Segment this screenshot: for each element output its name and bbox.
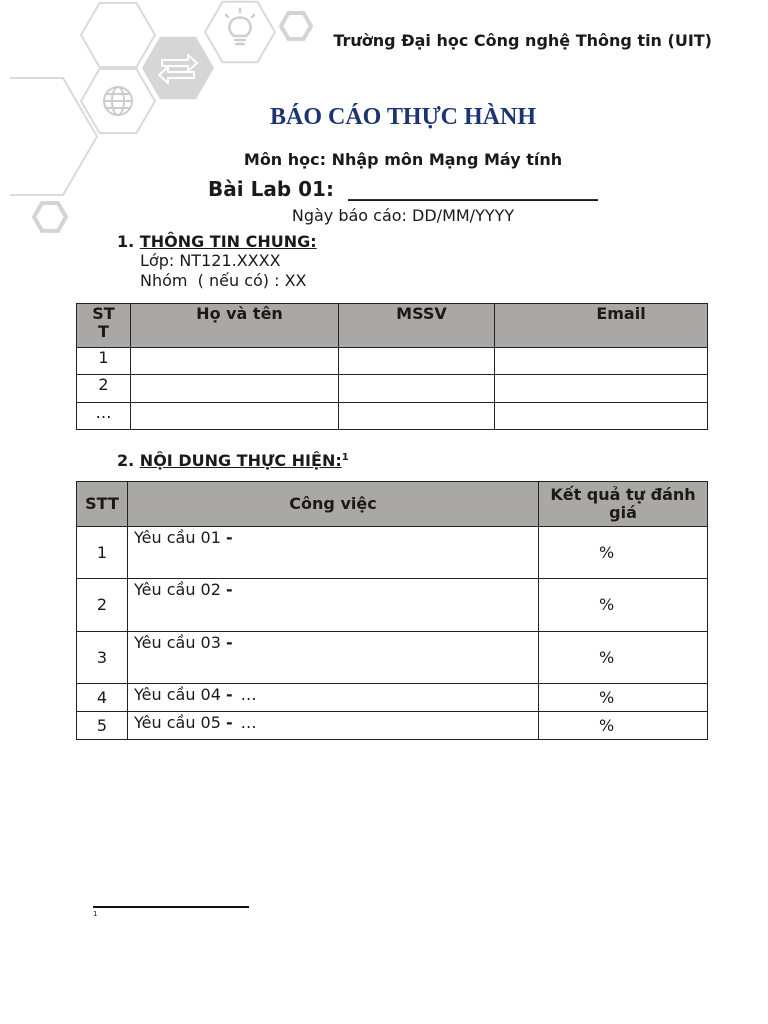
members-table — [76, 303, 708, 430]
table-row — [77, 579, 708, 632]
cell-stt: 5 — [77, 712, 128, 740]
task-ellipsis: … — [240, 713, 257, 732]
table-header-row — [77, 304, 708, 348]
hexagon-filled — [142, 37, 214, 99]
hexagon-small — [34, 203, 66, 231]
footnote-mark: 1 — [93, 910, 98, 918]
cell-name — [131, 403, 339, 430]
task-label: Yêu cầu 02 — [134, 580, 221, 599]
group-line: Nhóm ( nếu có) : XX — [140, 271, 307, 290]
cell-email — [495, 348, 708, 375]
table-header-row — [77, 482, 708, 527]
section-title: THÔNG TIN CHUNG: — [139, 232, 317, 251]
footnote-reference: 1 — [341, 452, 349, 463]
cell-mssv — [339, 403, 495, 430]
cell-result: % — [539, 632, 708, 684]
cell-stt: 1 — [77, 348, 131, 375]
task-label: Yêu cầu 05 — [134, 713, 221, 732]
cell-result: % — [539, 712, 708, 740]
cell-stt: … — [77, 403, 131, 430]
hexagon-small — [281, 13, 311, 39]
tasks-table — [76, 481, 708, 740]
cell-mssv — [339, 375, 495, 403]
task-dash: - — [226, 528, 233, 547]
lab-line — [96, 177, 710, 201]
cell-name — [131, 348, 339, 375]
task-label: Yêu cầu 03 — [134, 633, 221, 652]
section-number: 1. — [117, 232, 135, 251]
section-heading-tasks — [117, 451, 349, 471]
hexagon-outline — [81, 3, 155, 67]
subject-line: Môn học: Nhập môn Mạng Máy tính — [243, 150, 563, 169]
cell-email — [495, 403, 708, 430]
cell-result: % — [539, 527, 708, 579]
footnote-separator — [93, 906, 249, 908]
cell-task — [128, 712, 539, 740]
cell-email — [495, 375, 708, 403]
header-result: Kết quả tự đánh giá — [539, 482, 708, 527]
task-dash: - — [226, 633, 233, 652]
cell-task — [128, 632, 539, 684]
cell-task — [128, 527, 539, 579]
report-date: Ngày báo cáo: DD/MM/YYYY — [291, 206, 515, 225]
table-row — [77, 527, 708, 579]
cell-result: % — [539, 579, 708, 632]
cell-stt: 2 — [77, 579, 128, 632]
header-task: Công việc — [128, 482, 539, 527]
cell-task — [128, 684, 539, 712]
table-row — [77, 348, 708, 375]
table-row — [77, 375, 708, 403]
table-row — [77, 712, 708, 740]
class-line: Lớp: NT121.XXXX — [140, 251, 281, 270]
table-row — [77, 403, 708, 430]
section-number: 2. — [117, 451, 135, 470]
task-label: Yêu cầu 01 — [134, 528, 221, 547]
table-row — [77, 684, 708, 712]
header-mssv: MSSV — [339, 304, 495, 348]
cell-stt: 1 — [77, 527, 128, 579]
table-row — [77, 632, 708, 684]
task-ellipsis: … — [240, 685, 257, 704]
header-stt: STT — [77, 304, 131, 348]
cell-stt: 3 — [77, 632, 128, 684]
task-dash: - — [226, 685, 233, 704]
header-email: Email — [495, 304, 708, 348]
cell-task — [128, 579, 539, 632]
section-heading-general-info — [117, 232, 317, 252]
report-title: BÁO CÁO THỰC HÀNH — [269, 104, 536, 130]
header-name: Họ và tên — [131, 304, 339, 348]
cell-name — [131, 375, 339, 403]
task-label: Yêu cầu 04 — [134, 685, 221, 704]
lab-name-blank: _________________________ — [347, 177, 598, 201]
cell-result: % — [539, 684, 708, 712]
task-dash: - — [226, 713, 233, 732]
school-name: Trường Đại học Công nghệ Thông tin (UIT) — [333, 31, 712, 50]
section-title: NỘI DUNG THỰC HIỆN: — [139, 451, 342, 470]
cell-stt: 2 — [77, 375, 131, 403]
task-dash: - — [226, 580, 233, 599]
cell-mssv — [339, 348, 495, 375]
lab-label: Bài Lab 01: — [208, 177, 334, 201]
lightbulb-icon — [226, 9, 254, 44]
header-stt: STT — [77, 482, 128, 527]
cell-stt: 4 — [77, 684, 128, 712]
